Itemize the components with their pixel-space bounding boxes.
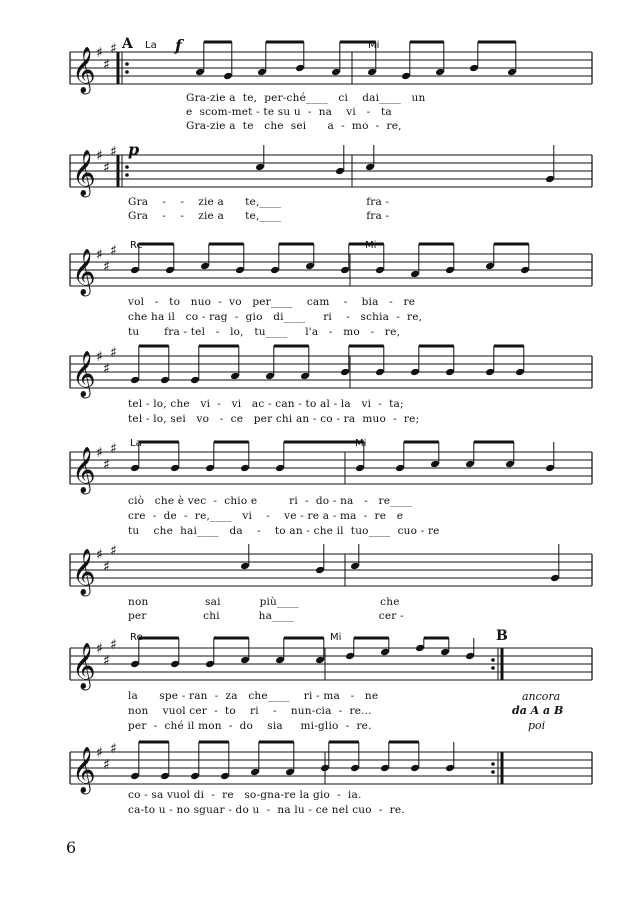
chord-symbol: Re — [130, 632, 143, 643]
sharp-icon: ♯ — [96, 547, 103, 563]
lyric-line: tu che hai____ da - to an - che il tuo____ cuo - re — [128, 525, 440, 537]
treble-clef-icon: 𝄞 — [72, 747, 96, 793]
lyric-line: non sai più____ che — [128, 596, 400, 608]
lyric-line: Gra-zie a te, per-ché____ ci dai____ un — [186, 92, 426, 104]
ending-text: poi — [528, 719, 546, 732]
sharp-icon: ♯ — [103, 160, 110, 176]
sharp-icon: ♯ — [110, 543, 117, 559]
lyric-line: ciò che è vec - chio e ri - do - na - re____ — [128, 495, 412, 507]
sharp-icon: ♯ — [96, 148, 103, 164]
treble-clef-icon: 𝄞 — [72, 249, 96, 295]
treble-clef-icon: 𝄞 — [72, 150, 96, 196]
lyric-line: Gra - - zie a te,____ fra - — [128, 210, 390, 222]
lyric-line: e scom-met - te su u - na vi - ta — [186, 106, 392, 118]
sharp-icon: ♯ — [103, 757, 110, 773]
treble-clef-icon: 𝄞 — [72, 549, 96, 595]
sharp-icon: ♯ — [103, 559, 110, 575]
chord-symbol: La — [145, 40, 157, 51]
sharp-icon: ♯ — [96, 745, 103, 761]
treble-clef-icon: 𝄞 — [72, 643, 96, 689]
sharp-icon: ♯ — [96, 349, 103, 365]
treble-clef-icon: 𝄞 — [72, 351, 96, 397]
lyric-line: Gra - - zie a te,____ fra - — [128, 196, 390, 208]
sharp-icon: ♯ — [103, 361, 110, 377]
lyric-line: per - ché il mon - do sia mi-glio - re. — [128, 720, 372, 732]
rehearsal-mark-b: B — [496, 628, 508, 644]
sharp-icon: ♯ — [110, 637, 117, 653]
repeat-dot — [125, 70, 129, 74]
lyric-line: co - sa vuol di - re so-gna-re la gio - ia. — [128, 789, 362, 801]
lyric-line: non vuol cer - to ri - nun-cia - re... — [128, 705, 372, 717]
sharp-icon: ♯ — [103, 457, 110, 473]
treble-clef-icon: 𝄞 — [72, 447, 96, 493]
sharp-icon: ♯ — [103, 57, 110, 73]
sharp-icon: ♯ — [110, 144, 117, 160]
chord-symbol: Mi — [365, 240, 377, 251]
lyric-line: la spe - ran - za che____ ri - ma - ne — [128, 690, 379, 702]
chord-symbol: Mi — [355, 438, 367, 449]
sharp-icon: ♯ — [96, 641, 103, 657]
chord-symbol: La — [130, 438, 142, 449]
sharp-icon: ♯ — [96, 45, 103, 61]
lyric-line: cre - de - re,____ vi - ve - re a - ma - re e — [128, 510, 404, 522]
sharp-icon: ♯ — [103, 653, 110, 669]
treble-clef-icon: 𝄞 — [72, 47, 96, 93]
lyric-line: ca-to u - no sguar - do u - na lu - ce nel cuo - re. — [128, 804, 405, 816]
sharp-icon: ♯ — [96, 247, 103, 263]
lyric-line: tu fra - tel - lo, tu____ l'a - mo - re, — [128, 326, 401, 338]
ending-text: ancora — [522, 690, 561, 703]
sharp-icon: ♯ — [110, 741, 117, 757]
dynamic-piano: p — [128, 140, 140, 159]
lyric-line: Gra-zie a te che sei a - mo - re, — [186, 120, 402, 132]
repeat-dot — [125, 165, 129, 169]
sharp-icon: ♯ — [110, 441, 117, 457]
rehearsal-mark-a: A — [122, 36, 133, 52]
repeat-dot — [491, 770, 495, 774]
lyric-line: tel - lo, sei vo - ce per chi an - co - ra muo - re; — [128, 413, 420, 425]
notes — [130, 42, 560, 780]
sharp-icon: ♯ — [110, 243, 117, 259]
sharp-icon: ♯ — [96, 445, 103, 461]
repeat-dot — [125, 173, 129, 177]
repeat-dot — [491, 658, 495, 662]
ending-text: da A a B — [512, 704, 564, 717]
page-number: 6 — [66, 838, 77, 857]
sharp-icon: ♯ — [110, 41, 117, 57]
lyric-line: vol - to nuo - vo per____ cam - bia - re — [128, 296, 416, 308]
repeat-dot — [125, 62, 129, 66]
chord-symbol: Mi — [330, 632, 342, 643]
dynamic-forte: f — [175, 36, 182, 55]
chord-symbol: Mi — [368, 40, 380, 51]
lyric-line: tel - lo, che vi - vi ac - can - to al - la vi - ta; — [128, 398, 404, 410]
lyric-line: che ha il co - rag - gio di____ ri - schia - re, — [128, 311, 423, 323]
repeat-dot — [491, 762, 495, 766]
sharp-icon: ♯ — [110, 345, 117, 361]
lyric-line: per chi ha____ cer - — [128, 610, 404, 622]
chord-symbol: Re — [130, 240, 143, 251]
sharp-icon: ♯ — [103, 259, 110, 275]
repeat-dot — [491, 666, 495, 670]
